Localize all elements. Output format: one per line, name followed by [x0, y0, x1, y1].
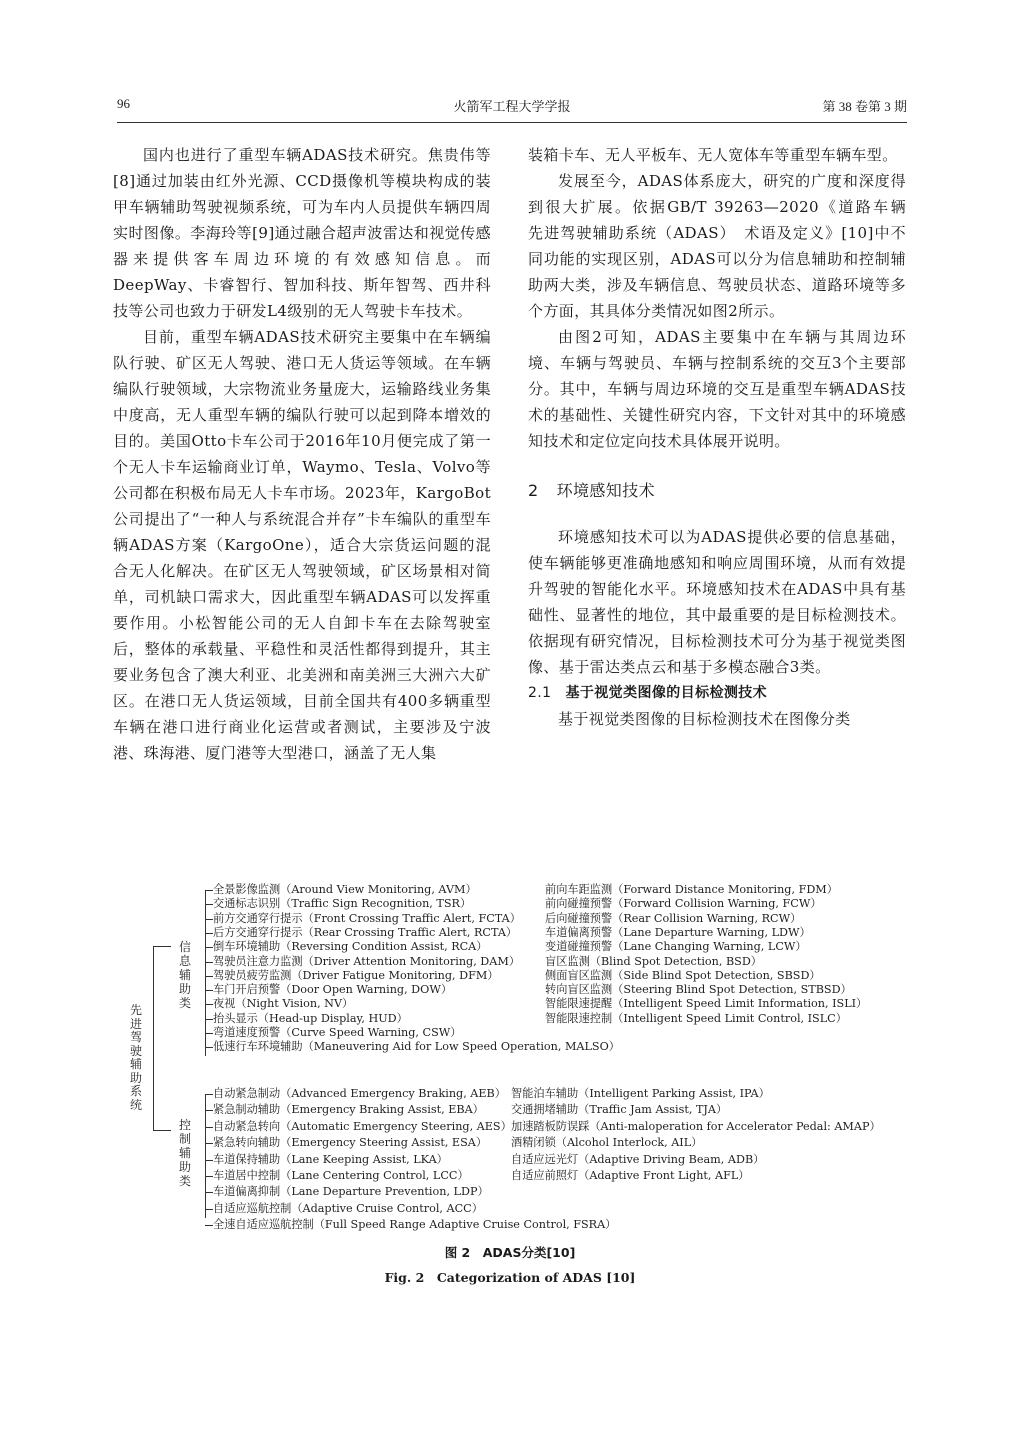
- info-assist-item: 前向车距监测（Forward Distance Monitoring, FDM）: [545, 883, 838, 896]
- root-bracket: [153, 946, 154, 1130]
- info-assist-item: 前向碰撞预警（Forward Collision Warning, FCW）: [545, 897, 822, 911]
- bracket-tick: [205, 919, 213, 920]
- info-assist-item: 智能限速控制（Intelligent Speed Limit Control, ISLC）: [545, 1011, 847, 1025]
- bracket-tick: [205, 947, 213, 948]
- bracket-tick: [205, 1004, 213, 1005]
- page-header: [117, 96, 907, 123]
- paragraph: 基于视觉类图像的目标检测技术在图像分类: [558, 710, 851, 728]
- info-assist-item: 车道偏离预警（Lane Departure Warning, LDW）: [545, 925, 811, 939]
- paragraph: 环境感知技术可以为ADAS提供必要的信息基础，使车辆能够更准确地感知和响应周围环境，从而有效提升驾驶的智能化水平。环境感知技术在ADAS中具有基础性、显著性的地位，其中最重要的是目标检测技术。依据现有研究情况，目标检测技术可分为基于视觉类图像、基于雷达类点云和基于多模态融合3类。: [528, 528, 906, 676]
- control-assist-item: 车道偏离抑制（Lane Departure Prevention, LDP）: [213, 1185, 489, 1199]
- subsection-heading: [528, 680, 906, 706]
- bracket-tick: [205, 1019, 213, 1020]
- bracket-tick: [205, 1047, 213, 1048]
- control-assist-item: 自适应巡航控制（Adaptive Cruise Control, ACC）: [213, 1201, 483, 1215]
- info-assist-item: 后方交通穿行提示（Rear Crossing Traffic Alert, RCTA）: [213, 925, 518, 939]
- issue-label: 第 38 卷第 3 期: [822, 99, 907, 114]
- info-assist-item: 抬头显示（Head-up Display, HUD）: [213, 1011, 408, 1025]
- control-assist-item: 加速踏板防误踩（Anti-maloperation for Accelerator Pedal: AMAP）: [511, 1119, 881, 1133]
- control-assist-item: 交通拥堵辅助（Traffic Jam Assist, TJA）: [511, 1103, 728, 1117]
- subsection-number: 2.1: [528, 685, 552, 701]
- info-assist-item: 弯道速度预警（Curve Speed Warning, CSW）: [213, 1026, 462, 1039]
- info-assist-item: 低速行车环境辅助（Maneuvering Aid for Low Speed Operation, MALSO）: [213, 1040, 620, 1054]
- adas-categorization-figure: [113, 876, 913, 1236]
- info-assist-item: 变道碰撞预警（Lane Changing Warning, LCW）: [545, 940, 807, 954]
- info-bracket: [205, 890, 206, 1056]
- paragraph: 由图2可知，ADAS主要集中在车辆与其周边环境、车辆与驾驶员、车辆与控制系统的交互3个主要部分。其中，车辆与周边环境的交互是重型车辆ADAS技术的基础性、关键性研究内容，下文针对其中的环境感知技术和定位定向技术具体展开说明。: [528, 328, 906, 450]
- root-bracket-top: [153, 946, 171, 947]
- paragraph: 目前，重型车辆ADAS技术研究主要集中在车辆编队行驶、矿区无人驾驶、港口无人货运等领域。在车辆编队行驶领域，大宗物流业务量庞大，运输路线业务集中度高，无人重型车辆的编队行驶可以起到降本增效的目的。美国Otto卡车公司于2016年10月便完成了第一个无人卡车运输商业订单，Waymo、Tesla、Volvo等公司都在积极布局无人卡车市场。2023年，KargoBot公司提出了“一种人与系统混合并存”卡车编队的重型车辆ADAS方案（KargoOne），适合大宗货运问题的混合无人化解决。在矿区无人驾驶领域，矿区场景相对简单，司机缺口需求大，因此重型车辆ADAS可以发挥重要作用。小松智能公司的无人自卸卡车在去除驾驶室后，整体的承载量、平稳性和灵活性都得到提升，其主要业务包含了澳大利亚、北美洲和南美洲三大洲六大矿区。在港口无人货运领域，目前全国共有400多辆重型车辆在港口进行商业化运营或者测试，主要涉及宁波港、珠海港、厦门港等大型港口，涵盖了无人集: [113, 328, 491, 762]
- control-assist-item: 紧急制动辅助（Emergency Braking Assist, EBA）: [213, 1103, 484, 1117]
- bracket-tick: [205, 1192, 213, 1193]
- info-assist-item: 交通标志识别（Traffic Sign Recognition, TSR）: [213, 897, 472, 911]
- bracket-tick: [205, 962, 213, 963]
- page-number: 96: [117, 96, 130, 111]
- figure-root-label: 先进驾驶辅助系统: [129, 1003, 142, 1112]
- bracket-tick: [205, 1110, 213, 1111]
- bracket-tick: [205, 990, 213, 991]
- paragraph: 国内也进行了重型车辆ADAS技术研究。焦贵伟等[8]通过加装由红外光源、CCD摄像机等模块构成的装甲车辆辅助驾驶视频系统，可为车内人员提供车辆四周实时图像。李海玲等[9]通过融合超声波雷达和视觉传感器来提供客车周边环境的有效感知信息。而DeepWay、卡睿智行、智加科技、斯年智驾、西井科技等公司也致力于研发L4级别的无人驾驶卡车技术。: [113, 146, 491, 320]
- control-assist-item: 车道保持辅助（Lane Keeping Assist, LKA）: [213, 1152, 448, 1166]
- info-assist-item: 盲区监测（Blind Spot Detection, BSD）: [545, 954, 762, 968]
- bracket-tick: [205, 904, 213, 905]
- paragraph: 装箱卡车、无人平板车、无人宽体车等重型车辆车型。: [528, 146, 898, 164]
- figure-caption-cn: 图 2 ADAS分类[10]: [444, 1245, 576, 1260]
- info-assist-item: 后向碰撞预警（Rear Collision Warning, RCW）: [545, 911, 802, 925]
- info-assist-item: 倒车环境辅助（Reversing Condition Assist, RCA）: [213, 940, 488, 954]
- info-assist-item: 全景影像监测（Around View Monitoring, AVM）: [213, 883, 477, 896]
- info-category-label: 信息辅助类: [178, 940, 191, 1010]
- left-column: [113, 142, 491, 766]
- bracket-tick: [205, 1143, 213, 1144]
- bracket-tick: [205, 1225, 213, 1226]
- bracket-tick: [205, 1127, 213, 1128]
- bracket-tick: [205, 890, 213, 891]
- control-bracket: [205, 1094, 206, 1218]
- control-assist-item: 自适应远光灯（Adaptive Driving Beam, ADB）: [511, 1152, 765, 1166]
- root-bracket-bottom: [153, 1130, 171, 1131]
- bracket-tick: [205, 1094, 213, 1095]
- info-assist-item: 驾驶员疲劳监测（Driver Fatigue Monitoring, DFM）: [213, 968, 499, 982]
- right-column: [528, 142, 922, 732]
- control-assist-item: 自动紧急转向（Automatic Emergency Steering, AES）: [213, 1119, 512, 1133]
- info-assist-item: 驾驶员注意力监测（Driver Attention Monitoring, DAM）: [213, 954, 521, 968]
- control-assist-item: 自适应前照灯（Adaptive Front Light, AFL）: [511, 1169, 750, 1182]
- bracket-tick: [205, 1160, 213, 1161]
- info-assist-item: 车门开启预警（Door Open Warning, DOW）: [213, 983, 453, 997]
- control-assist-item: 自动紧急制动（Advanced Emergency Braking, AEB）: [213, 1087, 506, 1100]
- control-assist-item: 紧急转向辅助（Emergency Steering Assist, ESA）: [213, 1136, 488, 1150]
- info-assist-item: 夜视（Night Vision, NV）: [213, 997, 354, 1011]
- journal-title: 火箭军工程大学学报: [453, 99, 571, 114]
- bracket-tick: [205, 1033, 213, 1034]
- bracket-tick: [205, 933, 213, 934]
- bracket-tick: [205, 1176, 213, 1177]
- control-assist-item: 酒精闭锁（Alcohol Interlock, AIL）: [511, 1136, 703, 1150]
- control-assist-item: 全速自适应巡航控制（Full Speed Range Adaptive Cruise Control, FSRA）: [213, 1218, 617, 1232]
- info-assist-item: 前方交通穿行提示（Front Crossing Traffic Alert, FCTA）: [213, 911, 521, 925]
- control-assist-item: 智能泊车辅助（Intelligent Parking Assist, IPA）: [511, 1087, 770, 1100]
- figure-caption-en: Fig. 2 Categorization of ADAS [10]: [384, 1270, 636, 1285]
- section-number: 2: [528, 481, 539, 500]
- control-category-label: 控制辅助类: [178, 1118, 191, 1188]
- control-assist-item: 车道居中控制（Lane Centering Control, LCC）: [213, 1169, 469, 1182]
- info-assist-item: 侧面盲区监测（Side Blind Spot Detection, SBSD）: [545, 968, 821, 982]
- paragraph: 发展至今，ADAS体系庞大，研究的广度和深度得到很大扩展。依据GB/T 39263—2020《道路车辆 先进驾驶辅助系统（ADAS） 术语及定义》[10]中不同功能的实现区别，ADAS可以分为信息辅助和控制辅助两大类，涉及车辆信息、驾驶员状态、道路环境等多个方面，其具体分类情况如图2所示。: [528, 172, 922, 320]
- bracket-tick: [205, 976, 213, 977]
- info-assist-item: 转向盲区监测（Steering Blind Spot Detection, STBSD）: [545, 983, 852, 997]
- info-assist-item: 智能限速提醒（Intelligent Speed Limit Information, ISLI）: [545, 997, 868, 1011]
- section-title: 环境感知技术: [556, 481, 655, 500]
- bracket-tick: [205, 1209, 213, 1210]
- subsection-title: 基于视觉类图像的目标检测技术: [565, 685, 768, 701]
- section-heading: [528, 478, 906, 504]
